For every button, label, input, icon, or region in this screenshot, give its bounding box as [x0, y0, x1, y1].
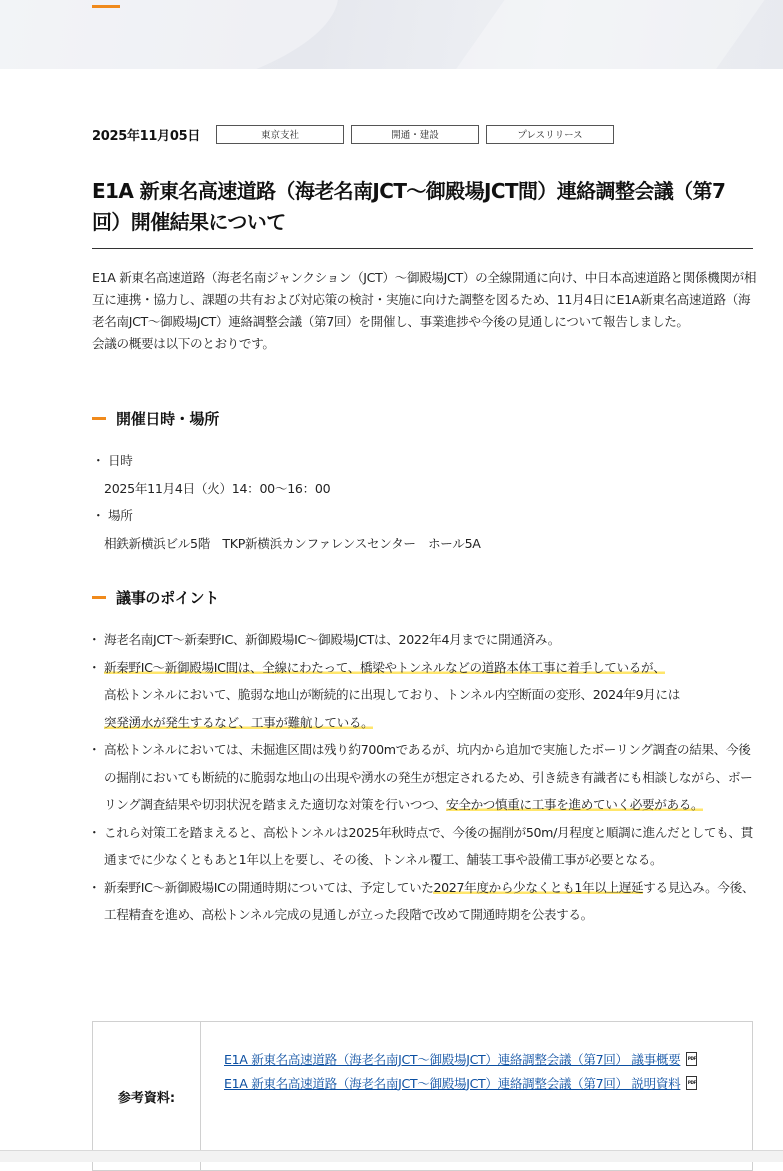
list-item: [92, 654, 760, 737]
category-tag-construction[interactable]: 開通・建設: [351, 125, 479, 144]
section-heading-datetime: [92, 408, 219, 429]
section-heading-text: 開催日時・場所: [116, 410, 219, 428]
list-item: [92, 736, 760, 819]
page-title: E1A 新東名高速道路（海老名南JCT〜御殿場JCT間）連絡調整会議（第7回）開催結果について: [92, 179, 726, 234]
point-text: 高松トンネルにおいては、未掘進区間は残り約700mであるが、坑内から追加で実施したボーリング調査の結果、今後の掘削においても断続的に脆弱な地山の出現や湧水の発生が想定されるため、引き続き有識者にも相談しながら、ボーリング調査結果や切羽状況を踏まえた適切な対策を行いつつ、: [104, 742, 753, 812]
category-tag-branch[interactable]: 東京支社: [216, 125, 344, 144]
place-value: 相鉄新横浜ビル5階 TKP新横浜カンファレンスセンター ホール5A: [104, 535, 481, 551]
hero-accent-line: [92, 5, 120, 8]
highlighted-text: 安全かつ慎重に工事を進めていく必要がある。: [446, 797, 704, 812]
list-item: [92, 819, 760, 874]
point-text: 新秦野IC〜新御殿場ICの開通時期については、予定していた: [104, 879, 434, 895]
point-text: 海老名南JCT〜新秦野IC、新御殿場IC〜御殿場JCTは、2022年4月までに開通済み。: [104, 632, 561, 647]
list-item: [92, 626, 760, 654]
point-text: これら対策工を踏まえると、高松トンネルは2025年秋時点で、今後の掘削が50m/月程度と順調に進んだとしても、貫通までに少なくともあと1年以上を要し、その後、トンネル覆工、舗装工事や設備工事が必要となる。: [104, 824, 753, 867]
highlighted-text: 2027年度から少なくとも1年以上遅延: [433, 879, 644, 895]
datetime-list: [92, 447, 772, 557]
reference-link-minutes[interactable]: [224, 1048, 732, 1072]
hero-banner: [0, 0, 783, 69]
section-heading-points: [92, 587, 219, 608]
section-heading-text: 議事のポイント: [116, 589, 219, 607]
hero-decoration: [427, 0, 783, 69]
publish-date: 2025年11月05日: [92, 128, 201, 144]
reference-link-materials[interactable]: [224, 1072, 732, 1096]
category-tag-press[interactable]: プレスリリース: [486, 125, 614, 144]
datetime-label: ・ 日時: [92, 453, 133, 468]
intro-text: [92, 267, 757, 355]
reference-label: 参考資料:: [93, 1022, 201, 1170]
heading-accent-bar: [92, 417, 106, 420]
article-meta: [92, 122, 621, 146]
intro-paragraph: E1A 新東名高速道路（海老名南ジャンクション（JCT）〜御殿場JCT）の全線開通に向け、中日本高速道路と関係機関が相互に連携・協力し、課題の共有および対応策の検討・実施に向けた調整を図るため、11月4日にE1A新東名高速道路（海老名南JCT〜御殿場JCT）連絡調整会議（第7回）を開催し、事業進捗や今後の見通しについて報告しました。: [92, 270, 757, 329]
points-list: [92, 626, 760, 929]
bottom-bar: [0, 1150, 783, 1162]
reference-links: [201, 1022, 752, 1170]
hero-decoration: [0, 0, 349, 69]
reference-table: [92, 1021, 753, 1171]
pdf-icon: [686, 1076, 697, 1090]
title-divider: [92, 248, 753, 249]
intro-summary: 会議の概要は以下のとおりです。: [92, 336, 275, 351]
point-text: 高松トンネルにおいて、脆弱な地山が断続的に出現しており、トンネル内空断面の変形、2024年9月には: [104, 687, 681, 702]
reference-link-text[interactable]: E1A 新東名高速道路（海老名南JCT〜御殿場JCT）連絡調整会議（第7回） 議事概要: [224, 1052, 681, 1067]
place-label: ・ 場所: [92, 508, 133, 523]
reference-link-text[interactable]: E1A 新東名高速道路（海老名南JCT〜御殿場JCT）連絡調整会議（第7回） 説明資料: [224, 1075, 681, 1091]
list-item: [92, 874, 760, 929]
pdf-icon: [686, 1052, 697, 1066]
highlighted-text: 突発湧水が発生するなど、工事が難航している。: [104, 714, 374, 730]
highlighted-text: 新秦野IC〜新御殿場IC間は、全線にわたって、橋梁やトンネルなどの道路本体工事に着手しているが、: [104, 659, 666, 675]
datetime-value: 2025年11月4日（火）14：00〜16：00: [104, 480, 331, 496]
point-text: する見込み。今後、工程精査を進め、高松トンネル完成の見通しが立った段階で改めて開通時期を公表する。: [104, 879, 755, 922]
heading-accent-bar: [92, 596, 106, 599]
